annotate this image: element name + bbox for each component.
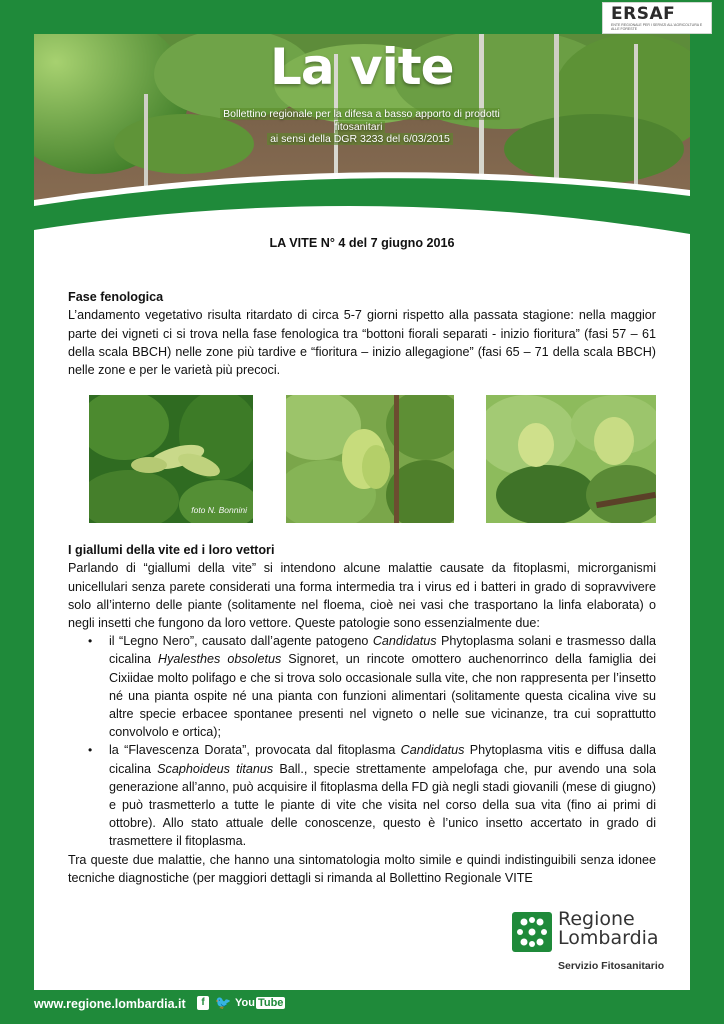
twitter-icon[interactable]: 🐦	[215, 995, 232, 1010]
regione-lombardia-logo	[512, 910, 682, 980]
yellows-heading: I giallumi della vite ed i loro vettori	[68, 543, 275, 558]
ersaf-logo-tagline: ENTE REGIONALE PER I SERVIZI ALL'AGRICOLTURA E ALLE FORESTE	[611, 23, 703, 31]
vineyard-banner	[34, 34, 690, 239]
service-name: Servizio Fitosanitario	[558, 960, 665, 972]
grape-flower-photo-1	[89, 395, 253, 523]
list-item: • il “Legno Nero”, causato dall’agente patogeno Candidatus Phytoplasma solani e trasmesso dalla cicalina Hyalesthes obsoletus Signoret, un rincote omottero auchenorrinco della famiglia dei Cixiidae molto polifago e che si trova solo occasionale sulla vite, che non rappresenta per l’insetto né una pianta ospite né una pianta con funzioni alimentari (solitamente questa cicalina vive su altre specie erbacee spontanee presenti nel vigneto o nelle sue vicinanze, tra cui soprattutto convolvolo e ortica);	[88, 634, 656, 740]
grape-flower-photo-2	[286, 395, 454, 523]
ersaf-logo-name: ERSAF	[611, 4, 676, 24]
social-links	[197, 995, 284, 1010]
bulletin-subtitle	[196, 108, 524, 146]
yellows-closing: Tra queste due malattie, che hanno una sintomatologia molto simile e quindi indistinguibili senza idonee tecniche diagnostiche (per maggiori dettagli si rimanda al Bollettino Regionale VITE	[68, 852, 656, 885]
ersaf-logo	[602, 2, 712, 34]
subtitle-line-2: ai sensi della DGR 3233 del 6/03/2015	[267, 133, 453, 145]
phenology-heading: Fase fenologica	[68, 290, 164, 305]
phenology-paragraph: L’andamento vegetativo risulta ritardato di circa 5-7 giorni rispetto alla passata stagione: nella maggior parte dei vigneti ci si trova nella fase fenologica tra “bottoni fiorali separati - inizio fioritura” (fasi 57 – 61 della scala BBCH) nelle zone più tardive e “fioritura – inizio allegagione” (fasi 65 – 71 della scala BBCH) nelle zone e per le varietà più precoci.	[68, 308, 656, 378]
rose-camuna-icon	[512, 912, 552, 952]
youtube-icon[interactable]: You Tube	[235, 997, 284, 1009]
grape-flower-image-3	[486, 395, 656, 523]
photo-strip	[89, 395, 656, 523]
bulletin-page	[34, 34, 690, 990]
grape-flower-photo-3	[486, 395, 656, 523]
footer-website-link[interactable]: www.regione.lombardia.it	[34, 997, 186, 1011]
regione-lombardia-name: Regione Lombardia	[558, 908, 659, 949]
bullet-icon: •	[88, 634, 93, 649]
bulletin-title: La vite	[270, 38, 454, 96]
issue-title: LA VITE N° 4 del 7 giugno 2016	[269, 236, 455, 250]
bullet-icon: •	[88, 743, 93, 758]
list-item: • la “Flavescenza Dorata”, provocata dal fitoplasma Candidatus Phytoplasma vitis e diffusa dalla cicalina Scaphoideus titanus Ball., specie strettamente ampelofaga che, pur avendo una sola generazione all’anno, può acquisire il fitoplasma della FD già negli stadi giovanili (mese di giugno) e può trasmetterlo a tutte le piante di vite che visita nel corso della sua vita (fino ai primi di ottobre). Allo stato attuale delle conoscenze, questo è l’unico insetto accertato in grado di trasmettere il fitoplasma.	[88, 743, 656, 849]
yellows-intro: Parlando di “giallumi della vite” si intendono alcune malattie causate da fitoplasmi, microrganismi unicellulari senza parete considerati una forma intermedia tra i virus ed i batteri in grado di sopravvivere solo all’interno delle piante (solitamente nel floema, cioè nei vasi che trasportano la linfa elaborata) o negli insetti che fungono da loro vettore. Queste patologie sono essenzialmente due:	[68, 561, 656, 631]
facebook-icon[interactable]: f	[197, 996, 209, 1010]
grape-flower-image-2	[286, 395, 454, 523]
bulletin-content	[68, 234, 656, 887]
subtitle-line-1: Bollettino regionale per la difesa a basso apporto di prodotti fitosanitari	[220, 108, 500, 133]
photo-credit: foto N. Bonnini	[191, 505, 247, 516]
disease-list	[68, 632, 656, 850]
